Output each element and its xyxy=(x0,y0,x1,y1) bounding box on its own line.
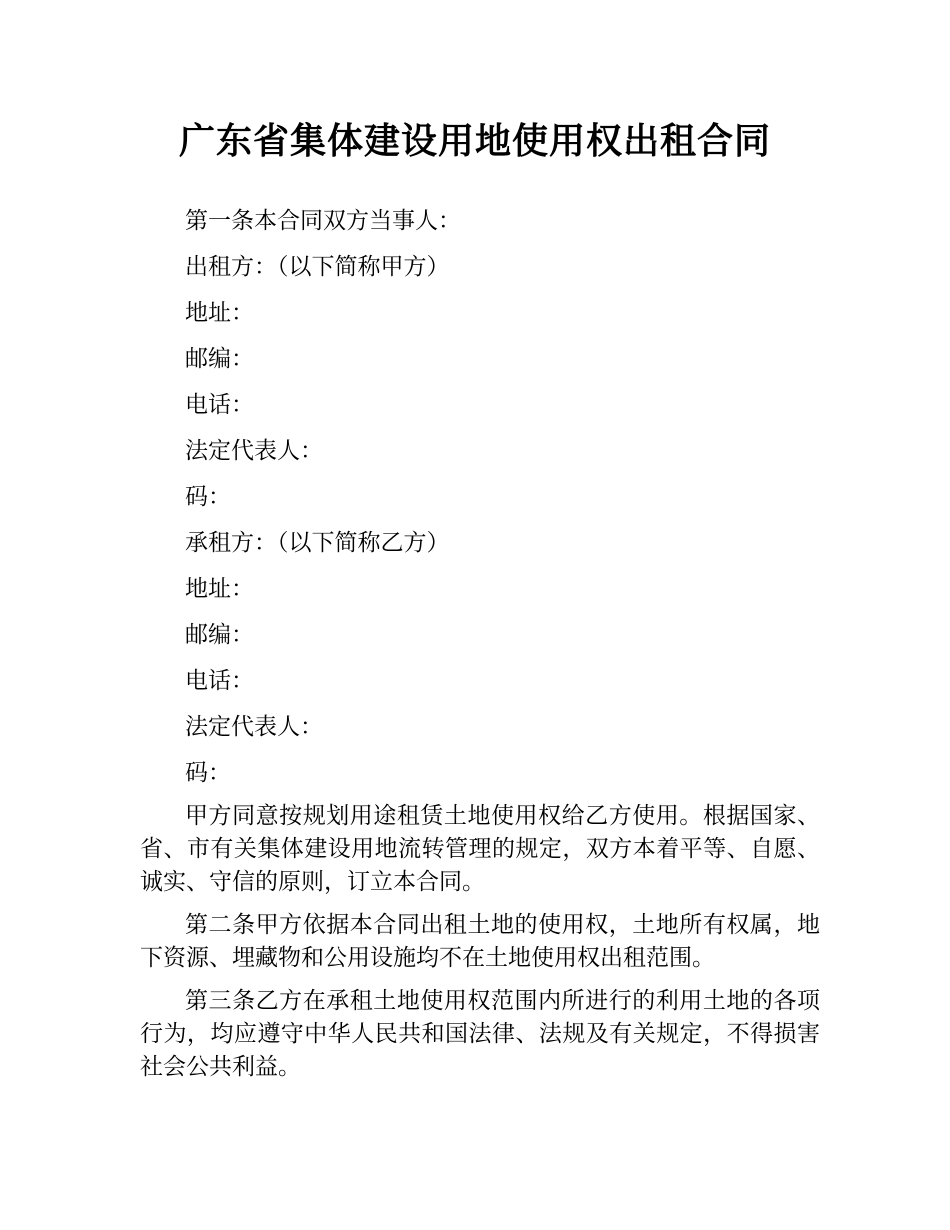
lessor-code: 码： xyxy=(185,484,231,510)
lessee-address: 地址： xyxy=(185,576,254,602)
lessor-phone: 电话： xyxy=(185,392,254,418)
lessee-legal-representative: 法定代表人： xyxy=(185,714,323,740)
article-1-heading: 第一条本合同双方当事人： xyxy=(185,208,461,234)
agreement-paragraph: 甲方同意按规划用途租赁土地使用权给乙方使用。根据国家、省、市有关集体建设用地流转管理的规定，双方本着平等、自愿、诚实、守信的原则，订立本合同。 xyxy=(140,803,820,895)
article-3-paragraph: 第三条乙方在承租土地使用权范围内所进行的利用土地的各项行为，均应遵守中华人民共和国法律、法规及有关规定，不得损害社会公共利益。 xyxy=(140,988,820,1080)
document-body xyxy=(140,198,820,1094)
lessor-postcode: 邮编： xyxy=(185,346,254,372)
article-2-paragraph: 第二条甲方依据本合同出租土地的使用权，土地所有权属，地下资源、埋藏物和公用设施均不在土地使用权出租范围。 xyxy=(140,912,820,971)
lessor-address: 地址： xyxy=(185,300,254,326)
lessor-label: 出租方：（以下简称甲方） xyxy=(185,254,450,280)
lessee-code: 码： xyxy=(185,760,231,786)
lessee-label: 承租方：（以下简称乙方） xyxy=(185,530,450,556)
lessor-legal-representative: 法定代表人： xyxy=(185,438,323,464)
lessee-phone: 电话： xyxy=(185,668,254,694)
document-title: 广东省集体建设用地使用权出租合同 xyxy=(178,121,771,162)
lessee-postcode: 邮编： xyxy=(185,622,254,648)
